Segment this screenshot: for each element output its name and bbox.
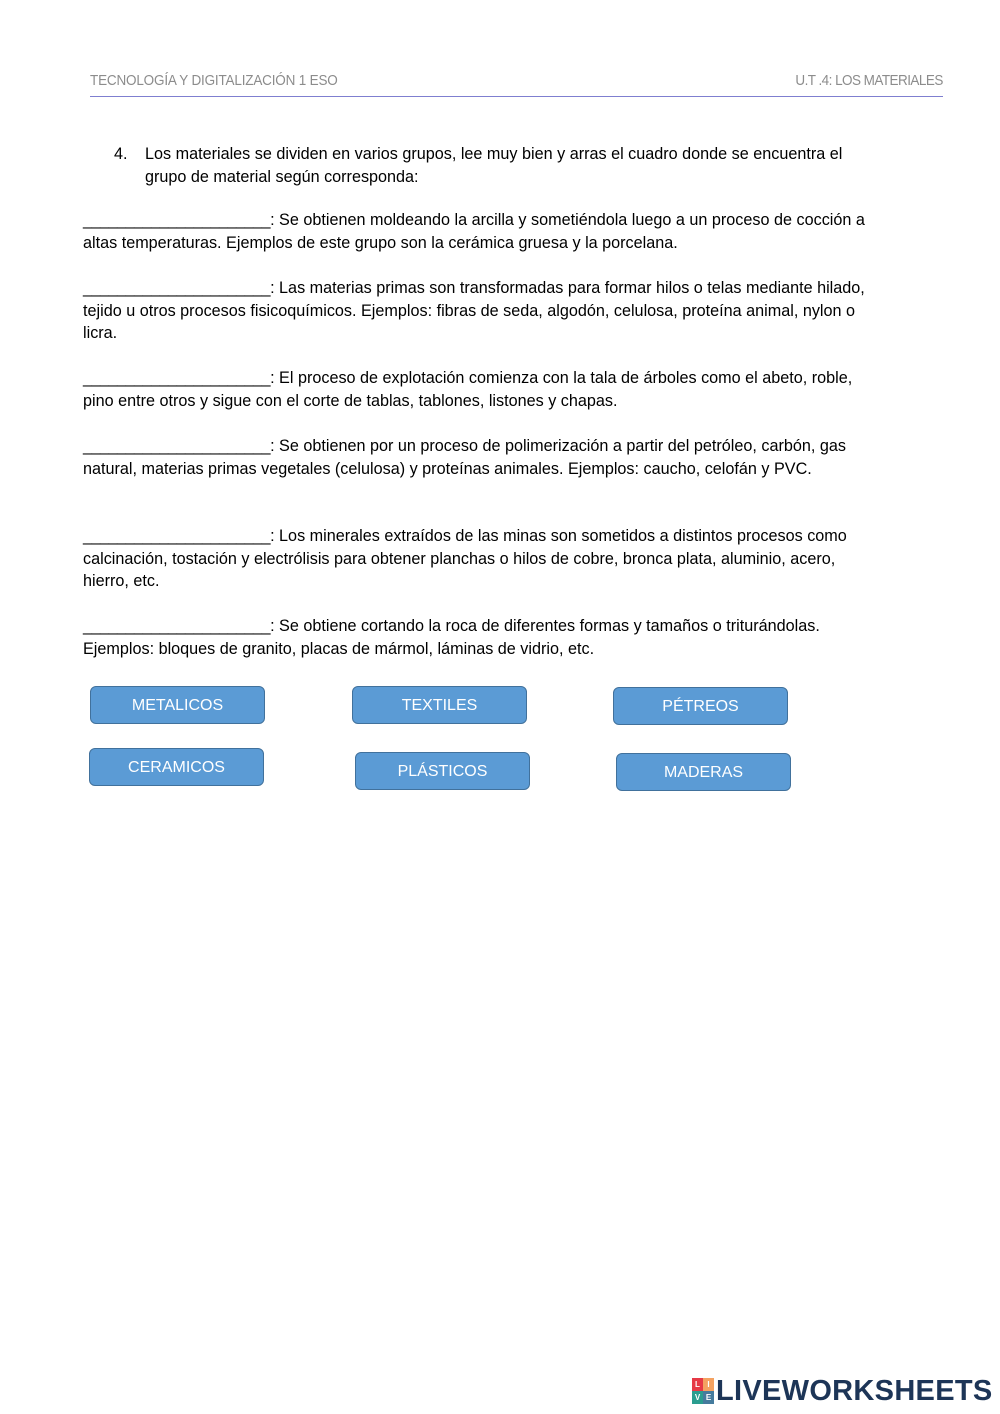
definition-text: : Se obtienen moldeando la arcilla y sometiéndola luego a un proceso de cocción a altas temperaturas. Ejemplos de este grupo son la cerámica gruesa y la porcelana.: [83, 211, 865, 252]
answer-blank[interactable]: ______________________: [83, 437, 271, 455]
question-text: Los materiales se dividen en varios grupos, lee muy bien y arras el cuadro donde se encuentra el grupo de material según corresponda:: [145, 145, 843, 186]
answer-blank[interactable]: ______________________: [83, 617, 271, 635]
answer-blank[interactable]: ______________________: [83, 279, 271, 297]
definition-textiles: [83, 277, 873, 345]
definition-text: : Se obtiene cortando la roca de diferentes formas y tamaños o triturándolas. Ejemplos: bloques de granito, placas de mármol, láminas de vidrio, etc.: [83, 617, 820, 658]
definition-plasticos: [83, 435, 873, 480]
logo-text: LIVEWORKSHEETS: [716, 1374, 993, 1407]
answer-blank[interactable]: ______________________: [83, 211, 271, 229]
definition-text: : Se obtienen por un proceso de polimerización a partir del petróleo, carbón, gas natural, materias primas vegetales (celulosa) y proteínas animales. Ejemplos: caucho, celofán y PVC.: [83, 437, 846, 478]
definition-petreos: [83, 615, 873, 660]
option-textiles-button[interactable]: TEXTILES: [352, 686, 527, 724]
liveworksheets-logo: [692, 1374, 993, 1408]
liveworksheets-mark-icon: L I V E: [692, 1378, 714, 1404]
option-ceramicos-button[interactable]: CERAMICOS: [89, 748, 264, 786]
question-number: 4.: [114, 145, 128, 163]
header-course-title: TECNOLOGÍA Y DIGITALIZACIÓN 1 ESO: [90, 72, 338, 89]
answer-blank[interactable]: ______________________: [83, 527, 271, 545]
option-petreos-button[interactable]: PÉTREOS: [613, 687, 788, 725]
option-metalicos-button[interactable]: METALICOS: [90, 686, 265, 724]
question-prompt: [114, 143, 864, 189]
definition-text: : Los minerales extraídos de las minas son sometidos a distintos procesos como calcinación, tostación y electrólisis para obtener planchas o hilos de cobre, bronca plata, aluminio, acero, hierro, etc.: [83, 527, 847, 590]
definition-text: : El proceso de explotación comienza con la tala de árboles como el abeto, roble, pino entre otros y sigue con el corte de tablas, tablones, listones y chapas.: [83, 369, 853, 410]
definition-metalicos: [83, 525, 873, 593]
header-unit-title: U.T .4: LOS MATERIALES: [795, 72, 943, 89]
page-header: [90, 72, 943, 97]
definition-ceramicos: [83, 209, 873, 254]
option-maderas-button[interactable]: MADERAS: [616, 753, 791, 791]
answer-blank[interactable]: ______________________: [83, 369, 271, 387]
definition-maderas: [83, 367, 873, 412]
definition-text: : Las materias primas son transformadas para formar hilos o telas mediante hilado, tejido u otros procesos fisicoquímicos. Ejemplos: fibras de seda, algodón, celulosa, proteína animal, nylon o licra.: [83, 279, 865, 342]
option-plasticos-button[interactable]: PLÁSTICOS: [355, 752, 530, 790]
